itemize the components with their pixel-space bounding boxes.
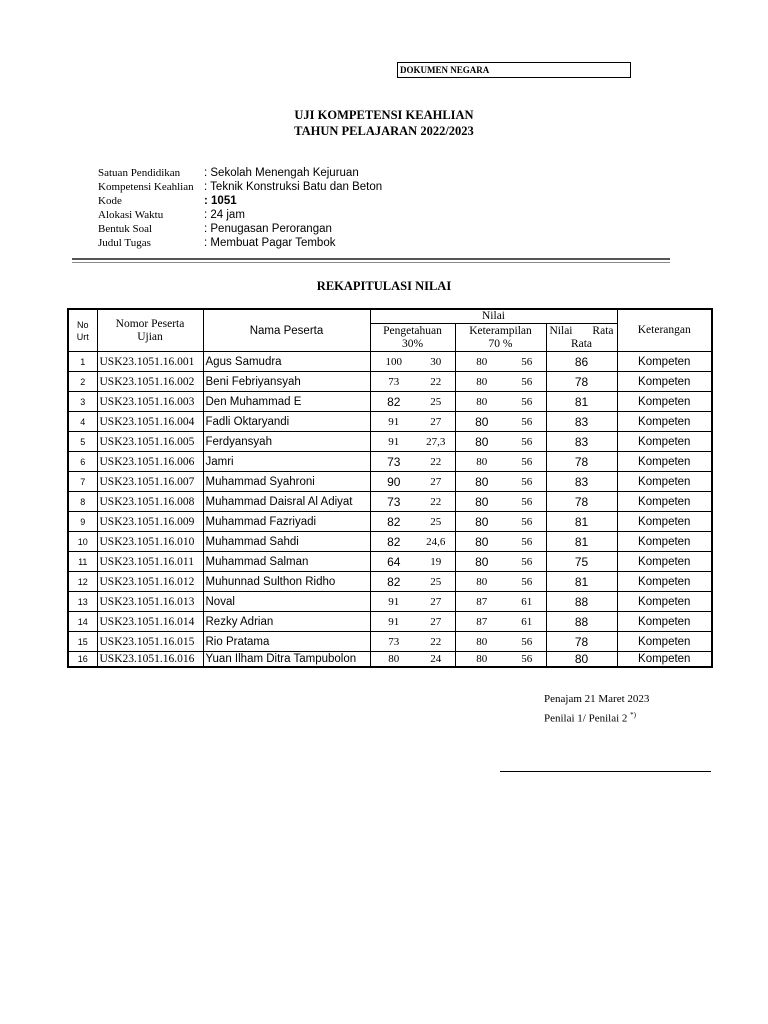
header-keterampilan-line1: Keterampilan [469,324,532,337]
info-label: Judul Tugas [98,237,151,249]
participant-number: USK23.1051.16.010 [97,532,203,552]
header-pengetahuan-line1: Pengetahuan [383,324,442,337]
row-number: 11 [68,552,97,572]
remark: Kompeten [617,632,712,652]
remark: Kompeten [617,452,712,472]
header-pengetahuan [370,324,455,352]
skill-weighted: 56 [508,432,546,452]
info-value: : Teknik Konstruksi Batu dan Beton [204,181,383,193]
knowledge-weighted: 27 [417,472,455,492]
participant-number: USK23.1051.16.011 [97,552,203,572]
header-pengetahuan-line2: 30% [401,337,424,350]
table-row [68,552,712,572]
participant-name: Rio Pratama [203,632,370,652]
skill-score: 80 [455,452,508,472]
row-number: 10 [68,532,97,552]
knowledge-weighted: 24 [417,652,455,668]
skill-weighted: 56 [508,492,546,512]
average-score: 86 [546,352,617,372]
participant-name: Yuan Ilham Ditra Tampubolon [203,652,370,668]
remark: Kompeten [617,352,712,372]
participant-number: USK23.1051.16.006 [97,452,203,472]
signature-line [500,771,711,772]
remark: Kompeten [617,532,712,552]
participant-name: Agus Samudra [203,352,370,372]
knowledge-score: 90 [370,472,417,492]
skill-score: 80 [455,432,508,452]
average-score: 75 [546,552,617,572]
row-number: 12 [68,572,97,592]
participant-number: USK23.1051.16.004 [97,412,203,432]
header-rata-line2: Rata [570,337,593,350]
place-date: Penajam 21 Maret 2023 [544,693,650,705]
average-score: 78 [546,632,617,652]
knowledge-weighted: 30 [417,352,455,372]
header-keterampilan-line2: 70 % [488,337,513,350]
table-row [68,612,712,632]
average-score: 81 [546,532,617,552]
skill-weighted: 56 [508,372,546,392]
table-row [68,492,712,512]
table-row [68,352,712,372]
participant-name: Ferdyansyah [203,432,370,452]
table-row [68,512,712,532]
info-value: : 24 jam [204,209,245,221]
assessor-label [544,711,636,725]
remark: Kompeten [617,372,712,392]
header-nomor-peserta [97,309,203,352]
row-number: 2 [68,372,97,392]
document-subtitle: TAHUN PELAJARAN 2022/2023 [294,124,474,138]
skill-weighted: 56 [508,632,546,652]
row-number: 1 [68,352,97,372]
skill-weighted: 56 [508,412,546,432]
skill-score: 80 [455,532,508,552]
table-row [68,532,712,552]
knowledge-score: 91 [370,592,417,612]
skill-score: 80 [455,372,508,392]
remark: Kompeten [617,432,712,452]
table-row [68,572,712,592]
header-rata-word1: Nilai [549,324,573,337]
remark: Kompeten [617,412,712,432]
remark: Kompeten [617,492,712,512]
knowledge-weighted: 19 [417,552,455,572]
header-nomor-line1: Nomor Peserta [115,317,185,330]
info-value: : Sekolah Menengah Kejuruan [204,167,359,179]
remark: Kompeten [617,472,712,492]
table-row [68,432,712,452]
skill-score: 80 [455,652,508,668]
participant-number: USK23.1051.16.005 [97,432,203,452]
knowledge-score: 73 [370,452,417,472]
knowledge-score: 82 [370,572,417,592]
remark: Kompeten [617,572,712,592]
participant-name: Muhammad Daisral Al Adiyat [203,492,370,512]
table-row [68,412,712,432]
header-divider-thin [72,262,670,263]
participant-number: USK23.1051.16.009 [97,512,203,532]
row-number: 3 [68,392,97,412]
table-row [68,392,712,412]
assessor-footnote-mark: *) [630,711,637,719]
participant-name: Den Muhammad E [203,392,370,412]
knowledge-score: 100 [370,352,417,372]
participant-name: Muhammad Syahroni [203,472,370,492]
participant-name: Muhunnad Sulthon Ridho [203,572,370,592]
remark: Kompeten [617,512,712,532]
participant-number: USK23.1051.16.007 [97,472,203,492]
score-table [67,308,713,668]
average-score: 78 [546,452,617,472]
skill-weighted: 56 [508,552,546,572]
skill-weighted: 56 [508,652,546,668]
participant-number: USK23.1051.16.014 [97,612,203,632]
participant-name: Beni Febriyansyah [203,372,370,392]
knowledge-score: 82 [370,392,417,412]
knowledge-weighted: 24,6 [417,532,455,552]
remark: Kompeten [617,392,712,412]
knowledge-weighted: 22 [417,632,455,652]
participant-number: USK23.1051.16.001 [97,352,203,372]
header-no [68,309,97,352]
skill-weighted: 56 [508,512,546,532]
average-score: 83 [546,412,617,432]
header-nomor-line2: Ujian [137,330,163,343]
row-number: 9 [68,512,97,532]
score-table-body [68,352,712,668]
row-number: 14 [68,612,97,632]
table-row [68,652,712,668]
skill-score: 80 [455,352,508,372]
info-label: Alokasi Waktu [98,209,164,221]
skill-weighted: 56 [508,392,546,412]
knowledge-weighted: 27 [417,612,455,632]
skill-weighted: 56 [508,532,546,552]
remark: Kompeten [617,552,712,572]
knowledge-score: 80 [370,652,417,668]
remark: Kompeten [617,612,712,632]
table-row [68,472,712,492]
knowledge-weighted: 27 [417,592,455,612]
knowledge-score: 91 [370,612,417,632]
knowledge-score: 73 [370,632,417,652]
knowledge-weighted: 22 [417,452,455,472]
row-number: 8 [68,492,97,512]
header-nilai-rata [546,324,617,352]
average-score: 80 [546,652,617,668]
average-score: 78 [546,492,617,512]
remark: Kompeten [617,652,712,668]
row-number: 15 [68,632,97,652]
info-value: : 1051 [204,195,237,207]
skill-score: 80 [455,392,508,412]
skill-score: 80 [455,632,508,652]
knowledge-weighted: 25 [417,572,455,592]
row-number: 7 [68,472,97,492]
participant-number: USK23.1051.16.008 [97,492,203,512]
info-label: Satuan Pendidikan [98,167,181,179]
participant-number: USK23.1051.16.003 [97,392,203,412]
info-label: Bentuk Soal [98,223,153,235]
participant-name: Muhammad Fazriyadi [203,512,370,532]
participant-name: Muhammad Sahdi [203,532,370,552]
row-number: 6 [68,452,97,472]
assessor-text: Penilai 1/ Penilai 2 [544,712,628,725]
skill-weighted: 61 [508,592,546,612]
knowledge-weighted: 27,3 [417,432,455,452]
document-title: UJI KOMPETENSI KEAHLIAN [294,108,474,122]
row-number: 4 [68,412,97,432]
table-row [68,592,712,612]
knowledge-weighted: 27 [417,412,455,432]
participant-name: Rezky Adrian [203,612,370,632]
skill-score: 80 [455,412,508,432]
participant-name: Fadli Oktaryandi [203,412,370,432]
info-label: Kode [98,195,122,207]
table-row [68,632,712,652]
average-score: 81 [546,512,617,532]
knowledge-weighted: 22 [417,492,455,512]
skill-weighted: 56 [508,352,546,372]
knowledge-score: 73 [370,492,417,512]
recap-title: REKAPITULASI NILAI [316,279,452,293]
info-value: : Membuat Pagar Tembok [204,237,336,249]
average-score: 83 [546,432,617,452]
knowledge-score: 82 [370,512,417,532]
info-label: Kompetensi Keahlian [98,181,194,193]
average-score: 78 [546,372,617,392]
skill-weighted: 56 [508,452,546,472]
table-row [68,452,712,472]
row-number: 16 [68,652,97,668]
skill-score: 87 [455,612,508,632]
header-nama-peserta: Nama Peserta [203,309,370,352]
participant-number: USK23.1051.16.012 [97,572,203,592]
knowledge-weighted: 22 [417,372,455,392]
document-classification-label: DOKUMEN NEGARA [397,62,631,78]
knowledge-score: 64 [370,552,417,572]
average-score: 88 [546,612,617,632]
participant-number: USK23.1051.16.015 [97,632,203,652]
skill-weighted: 61 [508,612,546,632]
average-score: 81 [546,572,617,592]
average-score: 88 [546,592,617,612]
knowledge-score: 82 [370,532,417,552]
skill-score: 87 [455,592,508,612]
skill-score: 80 [455,552,508,572]
participant-number: USK23.1051.16.013 [97,592,203,612]
table-row [68,372,712,392]
average-score: 83 [546,472,617,492]
participant-number: USK23.1051.16.016 [97,652,203,668]
participant-name: Noval [203,592,370,612]
knowledge-score: 73 [370,372,417,392]
header-keterampilan [455,324,546,352]
skill-weighted: 56 [508,572,546,592]
row-number: 13 [68,592,97,612]
header-no-line1: No [76,319,89,330]
row-number: 5 [68,432,97,452]
knowledge-weighted: 25 [417,512,455,532]
skill-weighted: 56 [508,472,546,492]
skill-score: 80 [455,572,508,592]
header-no-line2: Urt [76,331,89,342]
participant-number: USK23.1051.16.002 [97,372,203,392]
average-score: 81 [546,392,617,412]
knowledge-weighted: 25 [417,392,455,412]
knowledge-score: 91 [370,432,417,452]
skill-score: 80 [455,492,508,512]
info-value: : Penugasan Perorangan [204,223,332,235]
knowledge-score: 91 [370,412,417,432]
remark: Kompeten [617,592,712,612]
header-keterangan: Keterangan [617,309,712,352]
header-rata-word2: Rata [592,324,614,337]
skill-score: 80 [455,512,508,532]
skill-score: 80 [455,472,508,492]
header-nilai: Nilai [370,309,617,324]
participant-name: Muhammad Salman [203,552,370,572]
header-divider-thick [72,258,670,260]
participant-name: Jamri [203,452,370,472]
